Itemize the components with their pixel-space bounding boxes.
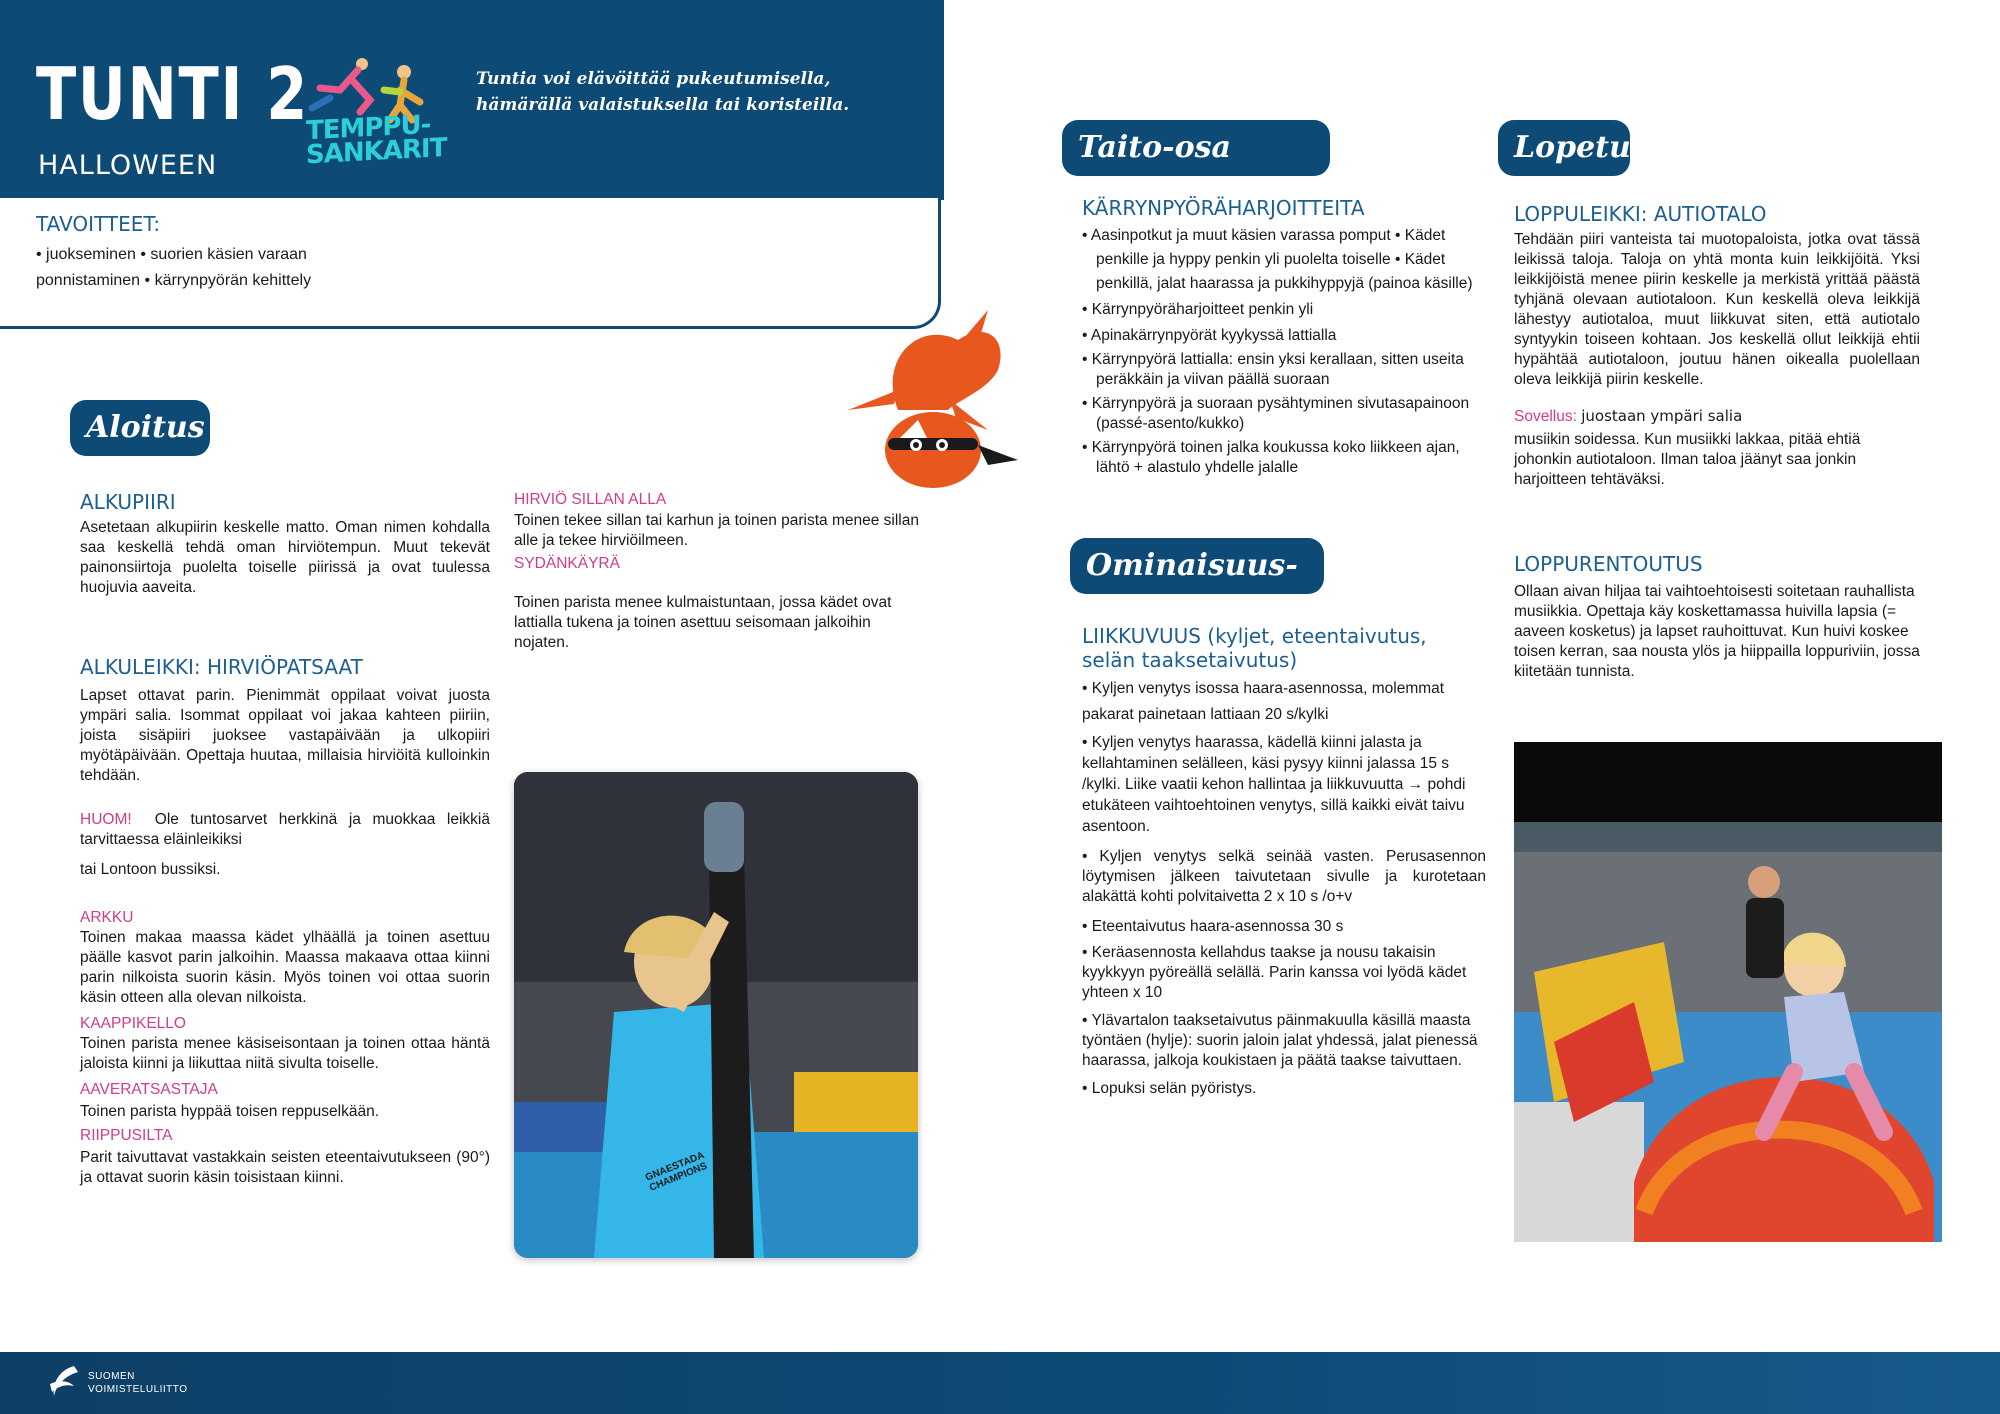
list-item: • Apinakärrynpyörät kyykyssä lattialla [1082, 327, 1337, 344]
sovellus-label: Sovellus: [1514, 408, 1577, 425]
section-label-lopetus: Lopetus [1498, 120, 1630, 176]
goals-heading: TAVOITTEET: [36, 212, 161, 236]
kaappikello-text: Toinen parista menee käsiseisontaan ja toinen ottaa häntä jaloista kiinni ja liikuttaa niitä sivulta toiselle. [80, 1035, 490, 1072]
monster-illustration [838, 300, 1028, 490]
list-item: • Kärrynpyöräharjoitteet penkin yli [1082, 301, 1314, 318]
section-label-ominaisuus: Ominaisuus-osa [1070, 538, 1324, 594]
monster-icon [838, 300, 1028, 490]
list-item: • Keräasennosta kellahdus taakse ja nousu takaisin kyykkyyn pyöreällä selällä. Parin kanssa voi lyödä kädet yhteen x 10 [1082, 944, 1467, 1001]
footer-org-line1: SUOMEN [88, 1371, 135, 1382]
loppurentoutus-text: Ollaan aivan hiljaa tai vaihtoehtoisesti soitetaan rauhallista musiikkia. Opettaja käy koskettamassa huivilla lapsia (= aaveen kosketus) ja lapset rauhoittuvat. Kun huivi koskee toisen kerran, saa nousta ylös ja hiippailla loppuriviin, jossa kiitetään tunnista. [1514, 583, 1920, 680]
aaveratsastaja-heading: AAVERATSASTAJA [80, 1081, 218, 1098]
hirvio-heading: HIRVIÖ SILLAN ALLA [514, 491, 667, 508]
voimisteluliitto-logo [44, 1362, 84, 1402]
alkupiiri-heading: ALKUPIIRI [80, 490, 176, 514]
loppuleikki-text: Tehdään piiri vanteista tai muotopaloista, jotka ovat tässä leikissä taloja. Taloja on yhtä monta kuin leikkijöitä. Yksi leikkijöistä menee piirin keskelle ja merkistä yrittää päästä tyhjänä olevaan autiotaloon. Kun keskellä oleva leikkijä lähestyy autiotaloa, muut liikkuvat siten, että autiotalo syntyykin toiseen kohtaan. Jos keskellä ollut leikkijä ehtii hypähtää autiotaloon, joutuu hänen oikealla puolellaan oleva leikkijä piirin keskelle. [1514, 231, 1920, 388]
huom-text: Ole tuntosarvet herkkinä ja muokkaa leikkiä tarvittaessa eläinleikiksi [80, 811, 490, 848]
kaappikello-heading: KAAPPIKELLO [80, 1015, 186, 1032]
sovellus-text-2: musiikin soidessa. Kun musiikki lakkaa, pitää ehtiä johonkin autiotaloon. Ilman taloa jäänyt saa jonkin harjoitteen tehtäväksi. [1514, 431, 1861, 488]
arkku-heading: ARKKU [80, 909, 134, 926]
section-label-taito: Taito-osa [1062, 120, 1330, 176]
ominaisuus-list [1082, 676, 1486, 1099]
hirvio-text: Toinen tekee sillan tai karhun ja toinen parista menee sillan alle ja tekee hirviöilmeen. [514, 512, 919, 549]
taito-list [1082, 224, 1482, 478]
page-subtitle: HALLOWEEN [38, 150, 218, 181]
list-item: • Aasinpotkut ja muut käsien varassa pomput • Kädet penkille ja hyppy penkin yli puolelta toiselle • Kädet penkillä, jalat haarassa ja pukkihyppyjä (painoa käsille) [1082, 227, 1473, 292]
section-label-aloitus: Aloitus [70, 400, 210, 456]
loppurentoutus-heading: LOPPURENTOUTUS [1514, 552, 1703, 576]
list-item: • Kärrynpyörä toinen jalka koukussa koko liikkeen ajan, lähtö + alastulo yhdelle jalalle [1082, 439, 1460, 476]
huom-note [80, 810, 490, 850]
photo-shirt-text: GNAESTADA CHAMPIONS [643, 1150, 709, 1194]
footer-org [88, 1370, 188, 1396]
list-item: • Ylävartalon taaksetaivutus päinmakuulla käsillä maasta työntäen (hylje): suorin jaloin jalat yhdessä, jalat pienessä haarassa, jalkoja koukistaen ja päätä taakse taivuttaen. [1082, 1012, 1478, 1069]
alkupiiri-text: Asetetaan alkupiirin keskelle matto. Oman nimen kohdalla saa keskellä tehdä oman hirviötempun. Muut tekevät painonsiirtoja puolelta toiselle piirissä ja ovat tuulessa huojuvia aaveita. [80, 519, 490, 596]
list-item: • Kyljen venytys isossa haara-asennossa, molemmat pakarat painetaan lattiaan 20 s/kylki [1082, 680, 1445, 723]
taito-heading: KÄRRYNPYÖRÄHARJOITTEITA [1082, 196, 1365, 220]
logo-text: TEMPPU-SANKARIT [306, 109, 447, 171]
sydankayra-text: Toinen parista menee kulmaistuntaan, jossa kädet ovat lattialla tukena ja toinen asettuu seisomaan jalkoihin nojaten. [514, 594, 892, 651]
list-item: • Lopuksi selän pyöristys. [1082, 1080, 1257, 1097]
goals-text: • juokseminen • suorien käsien varaan ponnistaminen • kärrynpyörän kehittely [36, 246, 312, 289]
list-item: • Kärrynpyörä lattialla: ensin yksi kerallaan, sitten useita peräkkäin ja viivan päällä suoraan [1082, 351, 1464, 388]
ominaisuus-heading: LIIKKUVUUS (kyljet, eteentaivutus, selän taaksetaivutus) [1082, 624, 1427, 672]
sovellus-line [1514, 406, 1920, 427]
sovellus-text: juostaan ympäri salia [1581, 407, 1743, 425]
riippusilta-heading: RIIPPUSILTA [80, 1127, 173, 1144]
list-item: • Eteentaivutus haara-asennossa 30 s [1082, 918, 1344, 935]
loppuleikki-heading: LOPPULEIKKI: AUTIOTALO [1514, 202, 1767, 226]
list-item: • Kyljen venytys haarassa, kädellä kiinni jalasta ja kellahtaminen selälleen, käsi pysyy kiinni jalassa 15 s /kylki. Liike vaatii kehon hallintaa ja liikkuvuutta → pohdi etukäteen vaihtoehtoinen venytys, sillä kaikki eivät taivu asentoon. [1082, 734, 1466, 835]
footer-bar [0, 1352, 2000, 1414]
temppusankarit-logo [300, 50, 447, 180]
intro-text: Tuntia voi elävöittää pukeutumisella, hämärällä valaistuksella tai koristeilla. [476, 69, 850, 115]
footer-org-line2: VOIMISTELULIITTO [88, 1384, 188, 1395]
list-item: • Kärrynpyörä ja suoraan pysähtyminen sivutasapainoon (passé-asento/kukko) [1082, 395, 1470, 432]
huom-label: HUOM! [80, 811, 132, 828]
arkku-text: Toinen makaa maassa kädet ylhäällä ja toinen asettuu päälle kasvot parin jalkoihin. Maassa makaava ottaa kiinni parin nilkoista suorin käsin. Myös toinen voi ottaa suorin käsin otteen alla olevan nilkoista. [80, 929, 490, 1006]
aaveratsastaja-text: Toinen parista hyppää toisen reppuselkään. [80, 1103, 380, 1120]
photo-child-on-mats [1514, 742, 1942, 1242]
page-title: TUNTI 2 [36, 52, 309, 136]
alkuleikki-heading: ALKULEIKKI: HIRVIÖPATSAAT [80, 655, 363, 679]
riippusilta-text: Parit taivuttavat vastakkain seisten eteentaivutukseen (90°) ja ottavat suorin käsin toisistaan kiinni. [80, 1149, 490, 1186]
list-item: • Kyljen venytys selkä seinää vasten. Perusasennon löytymisen jälkeen taivutetaan sivulle ja kurotetaan alakättä kohti polvitaivetta 2 x 10 s /o+v [1082, 848, 1486, 905]
photo-stretching-girl [514, 772, 918, 1258]
sydankayra-heading: SYDÄNKÄYRÄ [514, 555, 620, 572]
alkuleikki-text: Lapset ottavat parin. Pienimmät oppilaat voivat juosta ympäri salia. Isommat oppilaat voi jakaa kahteen piiriin, joista sisäpiiri juoksee vastapäivään ja ulkopiiri myötäpäivään. Opettaja huutaa, millaisia hirviöitä kulloinkin tehdään. [80, 687, 490, 784]
huom-text-2: tai Lontoon bussiksi. [80, 861, 221, 878]
